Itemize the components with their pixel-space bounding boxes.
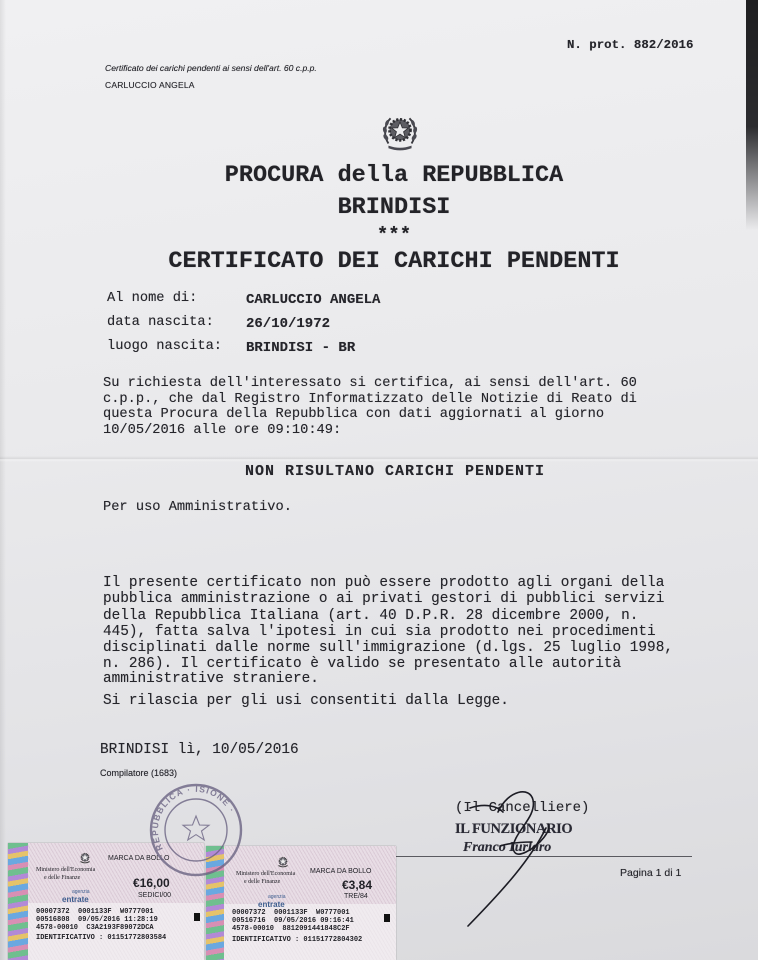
stamp-code-line: 00007372 0001133F W0777001	[36, 908, 154, 916]
request-line: Su richiesta dell'interessato si certifica, ai sensi dell'art. 60	[103, 376, 637, 391]
notice-line: pubblica amministrazione o ai privati gestori di pubblici servizi	[103, 591, 665, 607]
emblem-icon	[379, 111, 421, 153]
notice-line: n. 286). Il certificato è valido se presentato alle autorità	[103, 656, 622, 672]
page-number: Pagina 1 di 1	[620, 867, 682, 879]
stamp-code-line: 4578-00010 8812091441848C2F	[232, 925, 350, 933]
document-title: CERTIFICATO DEI CARICHI PENDENTI	[168, 248, 620, 275]
stamp-code-line: 00007372 0001133F W0777001	[232, 909, 350, 917]
stamp-code-line: 00516716 09/05/2016 09:16:41	[232, 917, 354, 925]
stamp-amount: €3,84	[342, 878, 373, 892]
stamp-identifier: IDENTIFICATIVO : 01151772804302	[232, 936, 363, 944]
field-value-name: CARLUCCIO ANGELA	[246, 292, 381, 308]
issuance-line: Si rilascia per gli usi consentiti dalla Legge.	[103, 693, 509, 709]
notice-line: disciplinati dalle norme sull'immigrazione (d.lgs. 25 luglio 1998,	[103, 640, 673, 656]
stamp-title: MARCA DA BOLLO	[108, 855, 170, 862]
stamp-amount-words: TRE/84	[344, 893, 368, 900]
field-label-birth-date: data nascita:	[107, 315, 214, 330]
field-value-birth-place: BRINDISI - BR	[246, 340, 356, 356]
certificate-reference: Certificato dei carichi pendenti ai sensi dell'art. 60 c.p.p.	[105, 63, 317, 73]
star-icon	[183, 816, 209, 840]
stamp-title: MARCA DA BOLLO	[310, 868, 372, 875]
stamp-identifier: IDENTIFICATIVO : 01151772803584	[36, 934, 167, 942]
signatory-role: (Il Cancelliere)	[455, 800, 590, 816]
stamp-issuer: e delle Finanze	[44, 875, 81, 881]
request-line: 10/05/2016 alle ore 09:10:49:	[103, 423, 342, 438]
revenue-stamp	[206, 846, 396, 960]
agency-logo: entrate	[62, 895, 89, 904]
official-stamp-name: Franco Iurlaro	[463, 840, 552, 855]
official-stamp-title: IL FUNZIONARIO	[455, 821, 573, 837]
hologram-strip	[206, 846, 225, 960]
office-title: PROCURA della REPUBBLICA	[224, 162, 564, 189]
agency-logo-small: agenzia	[72, 889, 90, 895]
stamp-amount: €16,00	[133, 876, 170, 890]
agency-logo-small: agenzia	[268, 894, 286, 900]
revenue-stamp	[8, 843, 204, 960]
notice-line: della Repubblica Italiana (art. 40 D.P.R. 28 dicembre 2000, n.	[103, 608, 639, 624]
field-label-birth-place: luogo nascita:	[107, 339, 222, 354]
paper-fold	[0, 456, 758, 462]
notice-line: Il presente certificato non può essere prodotto agli organi della	[103, 575, 665, 591]
notice-line: 445), fatta salva l'ipotesi in cui sia prodotto nei procedimenti	[103, 624, 656, 640]
header-name: CARLUCCIO ANGELA	[105, 80, 195, 90]
stamp-amount-words: SEDICI/00	[138, 892, 172, 899]
compiler-id: Compilatore (1683)	[100, 768, 178, 778]
city-title: BRINDISI	[337, 194, 451, 221]
request-line: c.p.p., che dal Registro Informatizzato delle Notizie di Reato di	[103, 392, 637, 407]
protocol-number: N. prot. 882/2016	[567, 38, 694, 52]
stamp-issuer: e delle Finanze	[244, 879, 281, 885]
hologram-strip	[8, 843, 29, 960]
stamp-issuer: Ministero dell'Economia	[36, 867, 96, 873]
round-stamp-text: REPUBBLICA · ISIONE ·	[149, 783, 238, 853]
page-edge-shadow	[0, 0, 6, 960]
title-separator: ***	[376, 224, 412, 246]
stamp-mark	[194, 913, 200, 921]
purpose-line: Per uso Amministrativo.	[103, 500, 292, 515]
notice-line: amministrative straniere.	[103, 671, 319, 687]
stamp-mark	[384, 914, 390, 922]
stamp-code-line: 4578-00010 C3A2193F89072DCA	[36, 924, 154, 932]
request-line: questa Procura della Repubblica con dati aggiornati al giorno	[103, 407, 605, 422]
footer-rule	[395, 856, 692, 857]
field-label-name: Al nome di:	[107, 291, 198, 306]
field-value-birth-date: 26/10/1972	[246, 316, 331, 332]
background-edge	[746, 0, 758, 230]
emblem-icon	[78, 851, 92, 865]
place-date: BRINDISI lì, 10/05/2016	[100, 742, 299, 758]
stamp-issuer: Ministero dell'Economia	[236, 871, 296, 877]
emblem-icon	[276, 855, 290, 869]
stamp-code-line: 00516808 09/05/2016 11:28:19	[36, 916, 158, 924]
result-statement: NON RISULTANO CARICHI PENDENTI	[245, 463, 546, 480]
agency-logo: entrate	[258, 900, 285, 909]
